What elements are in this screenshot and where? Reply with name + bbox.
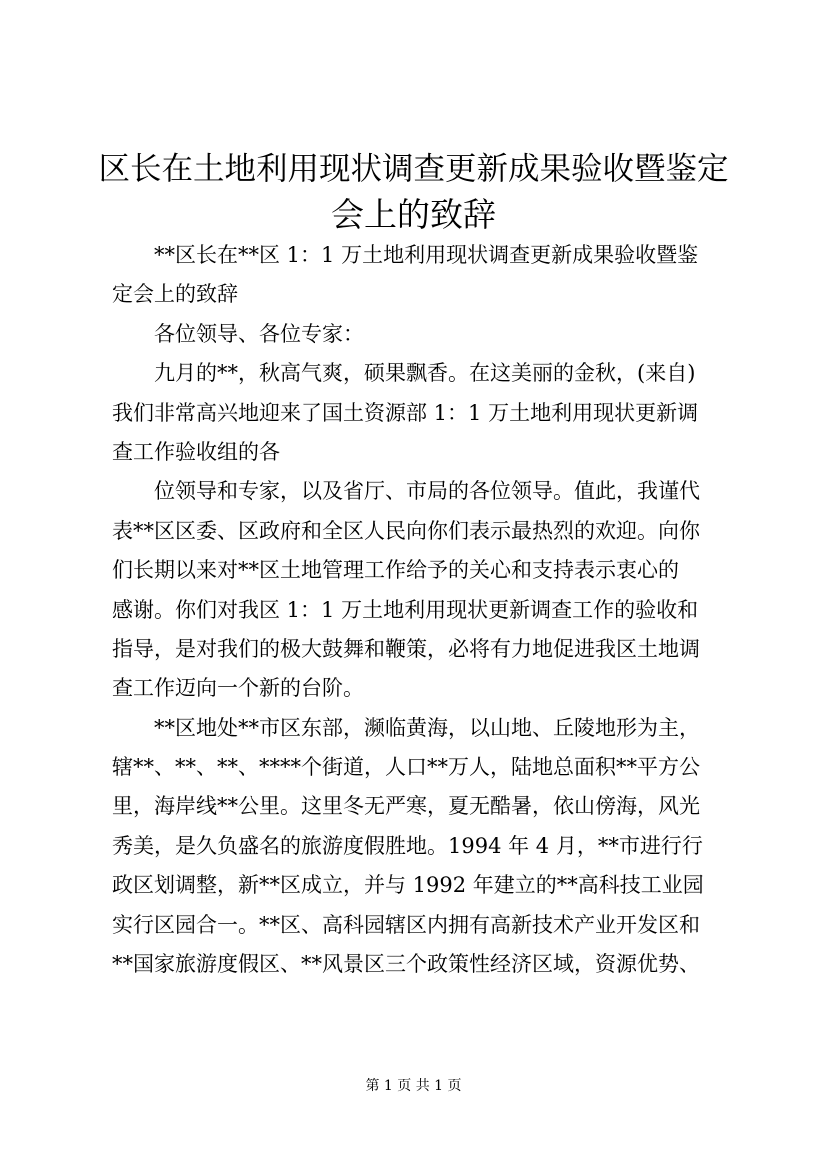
body-line: 秀美，是久负盛名的旅游度假胜地。1994 年 4 月，**市进行行	[112, 833, 703, 858]
body-line: 们长期以来对**区土地管理工作给予的关心和支持表示衷心的	[112, 558, 679, 583]
body-line: **区长在**区 1：1 万土地利用现状调查更新成果验收暨鉴	[154, 243, 699, 267]
page-footer: 第 1 页 共 1 页	[365, 1078, 462, 1094]
body-line: 表**区区委、区政府和全区人民向你们表示最热烈的欢迎。向你	[112, 518, 700, 543]
body-line: **国家旅游度假区、**风景区三个政策性经济区域，资源优势、	[112, 952, 700, 977]
body-line: 九月的**，秋高气爽，硕果飘香。在这美丽的金秋，(来自)	[154, 361, 696, 386]
salutation: 各位领导、各位专家：	[154, 321, 364, 346]
body-line: 查工作迈向一个新的台阶。	[112, 676, 364, 701]
body-line: 查工作验收组的各	[112, 439, 280, 464]
body-line: 我们非常高兴地迎来了国土资源部 1：1 万土地利用现状更新调	[112, 400, 699, 425]
body-line: 辖**、**、**、****个街道，人口**万人，陆地总面积**平方公	[112, 755, 700, 780]
body-line: 定会上的致辞	[112, 282, 238, 307]
body-line: 位领导和专家，以及省厅、市局的各位领导。值此，我谨代	[154, 479, 700, 504]
document-body	[112, 236, 732, 984]
document-title	[95, 146, 732, 238]
title-line-2: 会上的致辞	[331, 195, 496, 234]
body-line: 政区划调整，新**区成立，并与 1992 年建立的**高科技工业园	[112, 873, 704, 898]
body-line: 指导，是对我们的极大鼓舞和鞭策，必将有力地促进我区土地调	[112, 636, 700, 661]
body-line: 实行区园合一。**区、高科园辖区内拥有高新技术产业开发区和	[112, 912, 700, 937]
body-line: 感谢。你们对我区 1：1 万土地利用现状更新调查工作的验收和	[112, 597, 699, 622]
title-line-1: 区长在土地利用现状调查更新成果验收暨鉴定	[98, 151, 729, 187]
body-line: **区地处**市区东部，濒临黄海，以山地、丘陵地形为主，	[154, 715, 700, 740]
body-line: 里，海岸线**公里。这里冬无严寒，夏无酷暑，依山傍海，风光	[112, 794, 700, 819]
